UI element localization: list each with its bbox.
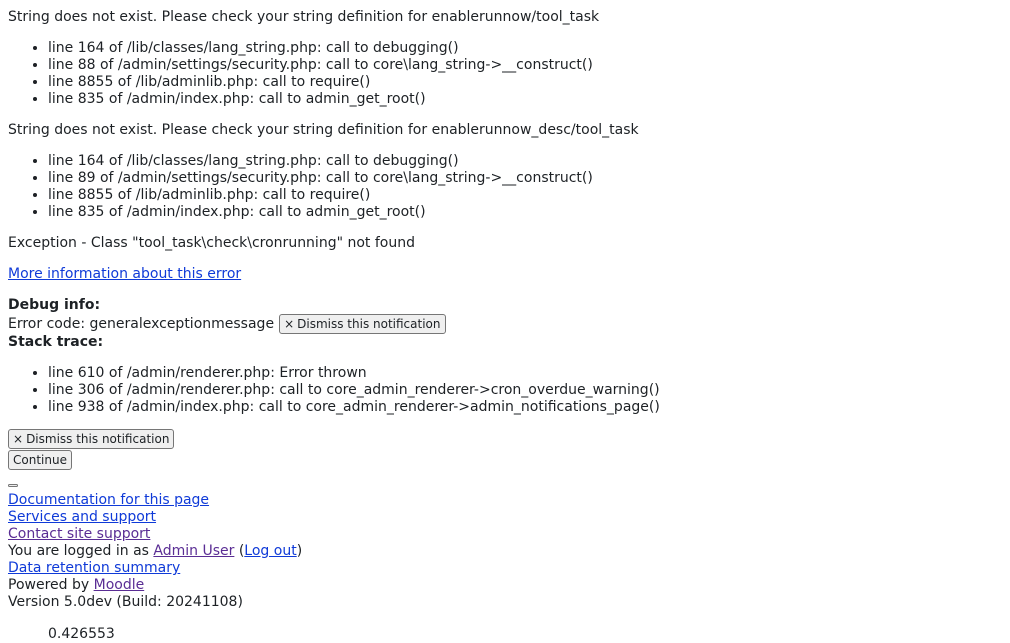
debug-info-label: Debug info: (8, 297, 101, 313)
trace-item: • line 835 of /admin/index.php: call to admin_get_root() (48, 91, 1002, 108)
powered-by (8, 577, 1002, 594)
user-profile-link[interactable]: Admin User (153, 543, 235, 559)
trace-item: • line 164 of /lib/classes/lang_string.php: call to debugging() (48, 40, 1002, 57)
login-prefix: You are logged in as (8, 543, 149, 559)
trace-item: • line 610 of /admin/renderer.php: Error thrown (48, 365, 1002, 382)
close-paren: ) (296, 543, 303, 559)
close-icon: × (284, 317, 295, 331)
debug-message: String does not exist. Please check your string definition for enablerunnow/tool_task (8, 9, 600, 25)
data-retention-link[interactable]: Data retention summary (8, 560, 181, 576)
trace-item: • line 306 of /admin/renderer.php: call to core_admin_renderer->cron_overdue_warning() (48, 382, 1002, 399)
error-code-text: Error code: generalexceptionmessage (8, 315, 275, 332)
open-paren: ( (238, 543, 245, 559)
debug-page (8, 9, 1002, 611)
trace-item: • line 164 of /lib/classes/lang_string.php: call to debugging() (48, 153, 1002, 170)
dismiss-label: Dismiss this notification (297, 317, 441, 331)
logout-link[interactable]: Log out (244, 543, 297, 559)
cut-off-text: 0.426553 (48, 626, 115, 642)
trace-item: • line 8855 of /lib/adminlib.php: call to require() (48, 74, 1002, 91)
moodle-link[interactable]: Moodle (93, 577, 145, 593)
trace-item: • line 938 of /admin/index.php: call to core_admin_renderer->admin_notifications_page() (48, 399, 1002, 416)
debug-message: String does not exist. Please check your string definition for enablerunnow_desc/tool_task (8, 122, 639, 138)
dismiss-notification-button[interactable] (279, 314, 445, 334)
continue-button[interactable]: Continue (8, 450, 72, 470)
contact-support-link[interactable]: Contact site support (8, 526, 151, 542)
error-code-row (8, 314, 1002, 334)
trace-item: • line 8855 of /lib/adminlib.php: call to require() (48, 187, 1002, 204)
stack-trace-label: Stack trace: (8, 334, 104, 350)
trace-item: • line 835 of /admin/index.php: call to admin_get_root() (48, 204, 1002, 221)
trace-item: • line 88 of /admin/settings/security.php: call to core\lang_string->__construct() (48, 57, 1002, 74)
trace-item: • line 89 of /admin/settings/security.php: call to core\lang_string->__construct() (48, 170, 1002, 187)
debug-trace-list (8, 40, 1002, 108)
debug-trace-list (8, 153, 1002, 221)
login-info (8, 543, 1002, 560)
services-support-link[interactable]: Services and support (8, 509, 157, 525)
dismiss-notification-button[interactable] (8, 429, 174, 449)
more-info-link[interactable]: More information about this error (8, 266, 242, 282)
stack-trace-list (8, 365, 1002, 416)
close-icon: × (13, 432, 24, 446)
documentation-link[interactable]: Documentation for this page (8, 492, 210, 508)
powered-by-prefix: Powered by (8, 577, 90, 593)
version-info: Version 5.0dev (Build: 20241108) (8, 594, 243, 610)
exception-message: Exception - Class "tool_task\check\cronrunning" not found (8, 235, 415, 251)
dismiss-label: Dismiss this notification (26, 432, 170, 446)
